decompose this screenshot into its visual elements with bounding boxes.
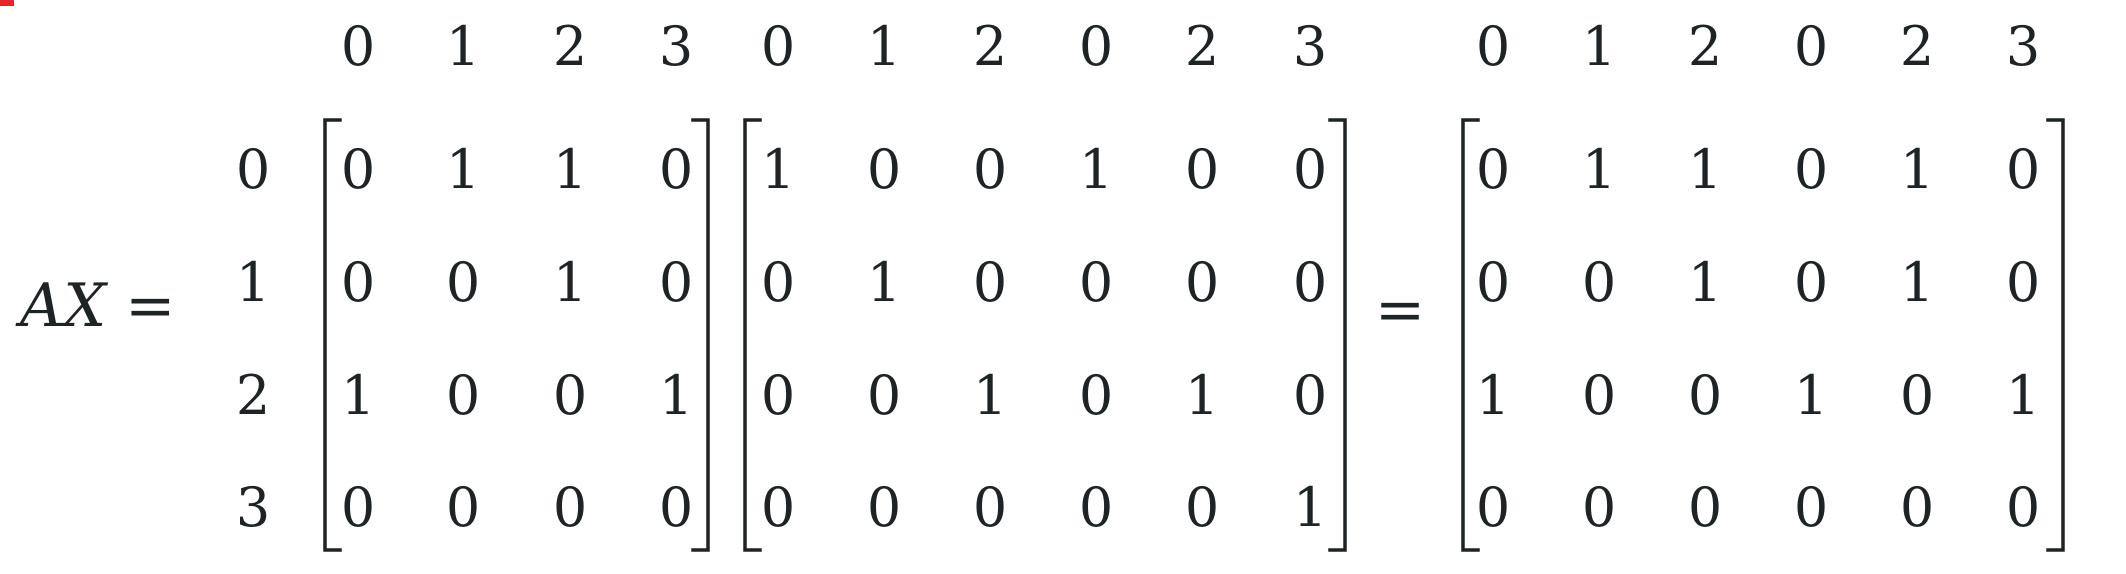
matrix-result-cell: 0 xyxy=(1475,251,1511,314)
matrix-x-col-label: 2 xyxy=(972,15,1008,78)
matrix-result-col-label: 2 xyxy=(1899,15,1935,78)
matrix-x-cell: 0 xyxy=(1184,251,1220,314)
matrix-x-cell: 0 xyxy=(760,251,796,314)
matrix-x-cell: 1 xyxy=(972,364,1008,427)
matrix-x-cell: 0 xyxy=(972,138,1008,201)
matrix-result-cell: 1 xyxy=(1475,364,1511,427)
matrix-result-cell: 0 xyxy=(1581,476,1617,539)
matrix-a-cell: 0 xyxy=(340,476,376,539)
matrix-x-cell: 0 xyxy=(866,364,902,427)
matrix-a-col-label: 2 xyxy=(552,15,588,78)
matrix-result-cell: 0 xyxy=(1475,476,1511,539)
matrix-x-cell: 0 xyxy=(972,251,1008,314)
matrix-a-row-label: 0 xyxy=(235,138,271,201)
matrix-result-right-bracket xyxy=(2048,120,2063,550)
matrix-x-cell: 1 xyxy=(760,138,796,201)
matrix-x-cell: 0 xyxy=(972,476,1008,539)
matrix-x-cell: 1 xyxy=(1292,476,1328,539)
matrix-x-cell: 0 xyxy=(1078,476,1114,539)
matrix-a-cell: 0 xyxy=(552,476,588,539)
matrix-x-cell: 0 xyxy=(1292,138,1328,201)
matrix-result-cell: 1 xyxy=(1581,138,1617,201)
matrix-result-cell: 0 xyxy=(1899,476,1935,539)
matrix-a-right-bracket xyxy=(693,120,708,550)
matrix-result-cell: 0 xyxy=(1793,476,1829,539)
matrix-result-cell: 1 xyxy=(1899,251,1935,314)
matrix-x-cell: 0 xyxy=(1292,251,1328,314)
matrix-a-cell: 0 xyxy=(658,251,694,314)
matrix-result-col-label: 0 xyxy=(1475,15,1511,78)
matrix-a-cell: 1 xyxy=(552,251,588,314)
matrix-x-col-label: 2 xyxy=(1184,15,1220,78)
matrix-x-col-label: 3 xyxy=(1292,15,1328,78)
matrix-x-cell: 1 xyxy=(866,251,902,314)
matrix-x-cell: 0 xyxy=(866,138,902,201)
matrix-a-cell: 1 xyxy=(658,364,694,427)
matrix-result-cell: 0 xyxy=(1581,364,1617,427)
matrix-a-cell: 0 xyxy=(445,476,481,539)
matrix-a-row-label: 2 xyxy=(235,364,271,427)
matrix-x-cell: 0 xyxy=(1078,251,1114,314)
matrix-a-row-label: 3 xyxy=(235,476,271,539)
matrix-x-cell: 0 xyxy=(1184,138,1220,201)
matrix-result-cell: 1 xyxy=(1687,251,1723,314)
matrix-a-row-label: 1 xyxy=(235,251,271,314)
matrix-a-cell: 0 xyxy=(552,364,588,427)
matrix-x-cell: 0 xyxy=(1184,476,1220,539)
matrix-result-cell: 0 xyxy=(1899,364,1935,427)
matrix-x-col-label: 0 xyxy=(760,15,796,78)
matrix-result-col-label: 0 xyxy=(1793,15,1829,78)
lhs-symbol: AX xyxy=(20,271,107,341)
rhs-equals-sign: = xyxy=(1374,275,1426,345)
matrix-a-left-bracket xyxy=(325,120,340,550)
matrix-result-cell: 0 xyxy=(1793,138,1829,201)
matrix-result-cell: 0 xyxy=(1475,138,1511,201)
matrix-a-col-label: 0 xyxy=(340,15,376,78)
matrix-result-col-label: 1 xyxy=(1581,15,1617,78)
matrix-a-col-label: 1 xyxy=(445,15,481,78)
matrix-result-cell: 0 xyxy=(1687,364,1723,427)
matrix-result-cell: 0 xyxy=(2005,476,2041,539)
matrix-x-cell: 0 xyxy=(1292,364,1328,427)
lhs-equals-sign: = xyxy=(125,271,176,341)
matrix-a-cell: 1 xyxy=(552,138,588,201)
matrix-result-cell: 1 xyxy=(1687,138,1723,201)
matrix-result-cell: 0 xyxy=(1687,476,1723,539)
matrix-result-col-label: 3 xyxy=(2005,15,2041,78)
matrix-result-col-label: 2 xyxy=(1687,15,1723,78)
matrix-result-cell: 1 xyxy=(2005,364,2041,427)
matrix-result-cell: 0 xyxy=(2005,251,2041,314)
matrix-x-col-label: 0 xyxy=(1078,15,1114,78)
matrix-x-cell: 1 xyxy=(1184,364,1220,427)
matrix-a-cell: 0 xyxy=(658,138,694,201)
matrix-result-cell: 1 xyxy=(1793,364,1829,427)
matrix-x-left-bracket xyxy=(745,120,760,550)
matrix-result-cell: 0 xyxy=(2005,138,2041,201)
matrix-a-col-label: 3 xyxy=(658,15,694,78)
matrix-a-cell: 0 xyxy=(340,251,376,314)
matrix-x-cell: 0 xyxy=(760,476,796,539)
matrix-a-cell: 0 xyxy=(445,364,481,427)
matrix-x-cell: 1 xyxy=(1078,138,1114,201)
matrix-x-right-bracket xyxy=(1330,120,1345,550)
matrix-a-cell: 1 xyxy=(445,138,481,201)
matrix-a-cell: 0 xyxy=(658,476,694,539)
matrix-a-cell: 0 xyxy=(340,138,376,201)
matrix-result-cell: 0 xyxy=(1581,251,1617,314)
matrix-x-cell: 0 xyxy=(866,476,902,539)
matrix-a-cell: 1 xyxy=(340,364,376,427)
matrix-result-cell: 1 xyxy=(1899,138,1935,201)
matrix-x-cell: 0 xyxy=(1078,364,1114,427)
matrix-x-col-label: 1 xyxy=(866,15,902,78)
matrix-a-cell: 0 xyxy=(445,251,481,314)
matrix-result-cell: 0 xyxy=(1793,251,1829,314)
matrix-x-cell: 0 xyxy=(760,364,796,427)
